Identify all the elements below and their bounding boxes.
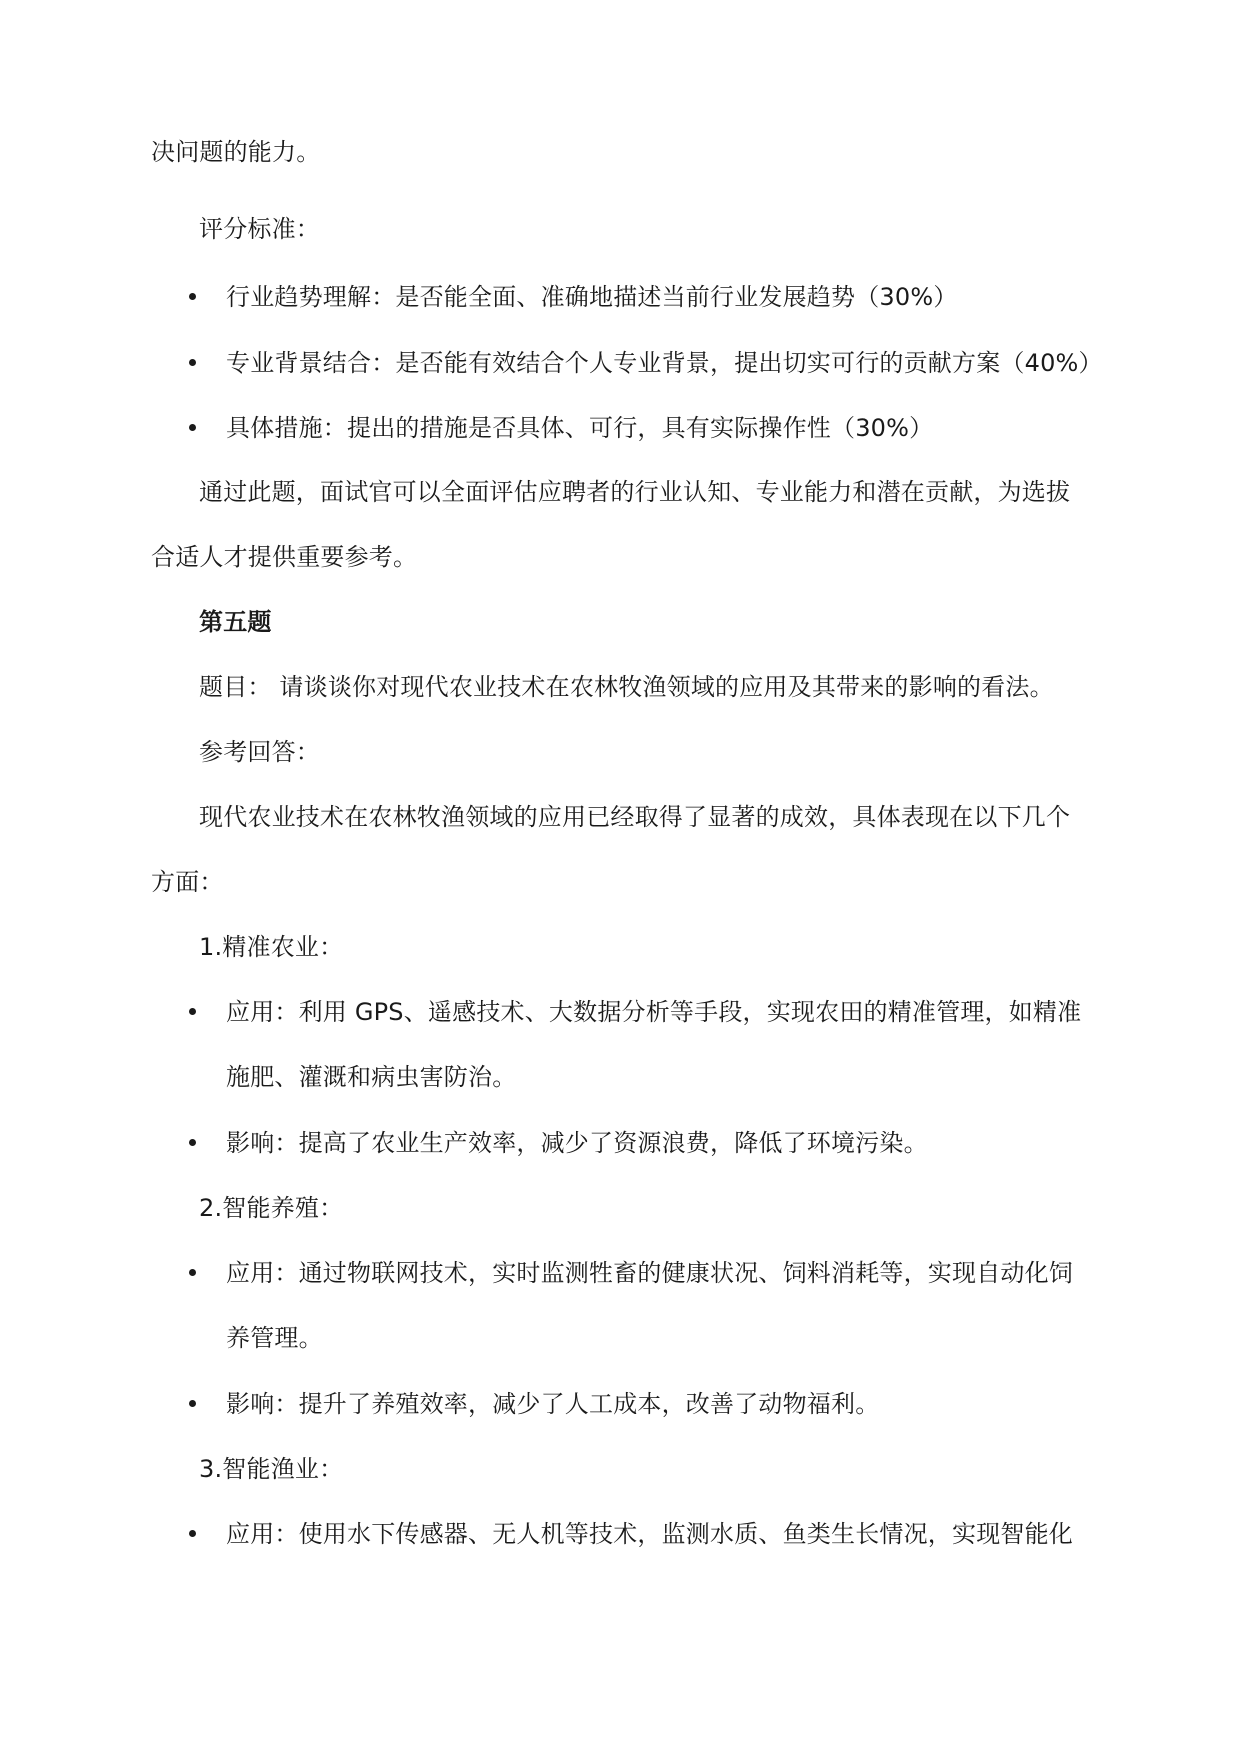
paragraph-line: 通过此题，面试官可以全面评估应聘者的行业认知、专业能力和潜在贡献，为选拔 bbox=[199, 478, 1071, 506]
subsection-heading: 2.智能养殖： bbox=[199, 1194, 344, 1222]
list-item: 应用：通过物联网技术，实时监测牲畜的健康状况、饲料消耗等，实现自动化饲 bbox=[226, 1259, 1073, 1287]
section-label: 评分标准： bbox=[199, 215, 320, 243]
paragraph-line: 现代农业技术在农林牧渔领域的应用已经取得了显著的成效，具体表现在以下几个 bbox=[199, 803, 1071, 831]
bullet-icon bbox=[189, 1400, 196, 1407]
list-item: 影响：提高了农业生产效率，减少了资源浪费，降低了环境污染。 bbox=[226, 1129, 928, 1157]
subsection-heading: 3.智能渔业： bbox=[199, 1455, 344, 1483]
paragraph-line: 合适人才提供重要参考。 bbox=[151, 543, 418, 571]
bullet-icon bbox=[189, 424, 196, 431]
list-item: 行业趋势理解：是否能全面、准确地描述当前行业发展趋势（30%） bbox=[226, 283, 958, 311]
list-item-continuation: 养管理。 bbox=[226, 1324, 323, 1352]
bullet-icon bbox=[189, 1008, 196, 1015]
list-item-continuation: 施肥、灌溉和病虫害防治。 bbox=[226, 1063, 517, 1091]
question-text: 题目： 请谈谈你对现代农业技术在农林牧渔领域的应用及其带来的影响的看法。 bbox=[199, 673, 1054, 701]
bullet-icon bbox=[189, 359, 196, 366]
subsection-heading: 1.精准农业： bbox=[199, 933, 344, 961]
list-item: 具体措施：提出的措施是否具体、可行，具有实际操作性（30%） bbox=[226, 414, 934, 442]
list-item: 应用：利用 GPS、遥感技术、大数据分析等手段，实现农田的精准管理，如精准 bbox=[226, 998, 1082, 1026]
bullet-icon bbox=[189, 1269, 196, 1276]
bullet-icon bbox=[189, 293, 196, 300]
answer-label: 参考回答： bbox=[199, 738, 320, 766]
list-item: 影响：提升了养殖效率，减少了人工成本，改善了动物福利。 bbox=[226, 1390, 880, 1418]
list-item: 专业背景结合：是否能有效结合个人专业背景，提出切实可行的贡献方案（40%） bbox=[226, 349, 1103, 377]
paragraph-line: 决问题的能力。 bbox=[151, 138, 321, 166]
list-item: 应用：使用水下传感器、无人机等技术，监测水质、鱼类生长情况，实现智能化 bbox=[226, 1520, 1073, 1548]
paragraph-line: 方面： bbox=[151, 868, 224, 896]
question-heading: 第五题 bbox=[199, 608, 272, 636]
bullet-icon bbox=[189, 1139, 196, 1146]
bullet-icon bbox=[189, 1530, 196, 1537]
